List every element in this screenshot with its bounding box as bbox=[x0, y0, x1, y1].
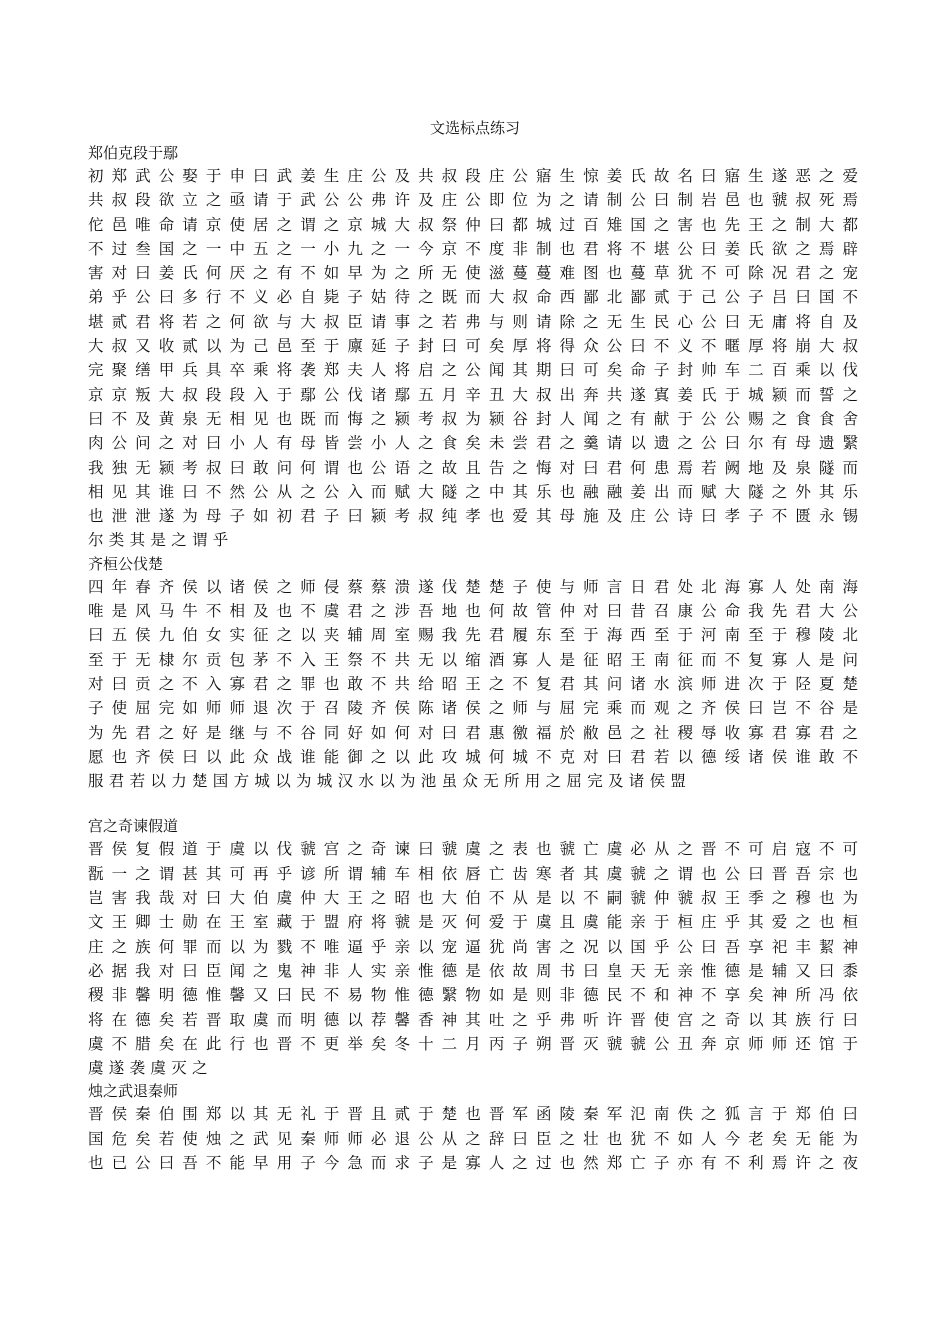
text-line: 也已公曰吾不能早用子今急而求子是寡人之过也然郑亡子亦有不利焉许之夜 bbox=[88, 1153, 858, 1172]
text-line: 对曰贡之不入寡君之罪也敢不共给昭王之不复君其问诸水滨师进次于陉夏楚 bbox=[88, 674, 858, 693]
section-heading: 郑伯克段于鄢 bbox=[88, 144, 179, 162]
text-line: 愿也齐侯曰以此众战谁能御之以此攻城何城不克对曰君若以德绥诸侯谁敢不 bbox=[88, 747, 858, 766]
text-line: 国危矣若使烛之武见秦师师必退公从之辞曰臣之壮也犹不如人今老矣无能为 bbox=[88, 1129, 858, 1148]
text-line: 将在德矣若晋取虞而明德以荐馨香神其吐之乎弗听许晋使宫之奇以其族行曰 bbox=[88, 1010, 858, 1029]
text-line: 唯是风马牛不相及也不虞君之涉吾地也何故管仲对曰昔召康公命我先君大公 bbox=[88, 602, 858, 621]
text-line: 翫一之谓甚其可再乎谚所谓辅车相依唇亡齿寒者其虞虢之谓也公曰晋吾宗也 bbox=[88, 864, 858, 883]
text-line: 稷非馨明德惟馨又曰民不易物惟德繄物如是则非德民不和神不享矣神所冯依 bbox=[88, 986, 858, 1005]
text-line: 服君若以力楚国方城以为城汉水以为池虽众无所用之屈完及诸侯盟 bbox=[88, 772, 692, 791]
text-line: 大叔又收贰以为己邑至于廪延子封曰可矣厚将得众公曰不义不暱厚将崩大叔 bbox=[88, 337, 858, 356]
text-line: 曰五侯九伯女实征之以夹辅周室赐我先君履东至于海西至于河南至于穆陵北 bbox=[88, 626, 858, 645]
section-heading: 烛之武退秦师 bbox=[88, 1082, 179, 1101]
text-line: 四年春齐侯以诸侯之师侵蔡蔡溃遂伐楚楚子使与师言日君处北海寡人处南海 bbox=[88, 577, 858, 596]
text-line: 共叔段欲立之亟请于武公公弗许及庄公即位为之请制公曰制岩邑也虢叔死焉 bbox=[88, 191, 858, 210]
text-line: 害对曰姜氏何厌之有不如早为之所无使滋蔓蔓难图也蔓草犹不可除况君之宠 bbox=[88, 264, 858, 283]
text-line: 堪贰君将若之何欲与大叔臣请事之若弗与则请除之无生民心公曰无庸将自及 bbox=[88, 312, 858, 331]
text-line: 尔类其是之谓乎 bbox=[88, 531, 234, 550]
text-line: 虞不腊矣在此行也晋不更举矣冬十二月丙子朔晋灭虢虢公丑奔京师师还馆于 bbox=[88, 1034, 858, 1053]
text-line: 也泄泄遂为母子如初君子曰颍考叔纯孝也爱其母施及庄公诗曰孝子不匮永锡 bbox=[88, 507, 858, 526]
text-line: 肉公问之对曰小人有母皆尝小人之食矣未尝君之羹请以遗之公曰尔有母遗繄 bbox=[88, 434, 858, 453]
document-body bbox=[88, 142, 858, 1175]
text-line: 子使屈完如师师退次于召陵齐侯陈诸侯之师与屈完乘而观之齐侯曰岂不谷是 bbox=[88, 699, 858, 718]
text-line: 我独无颍考叔曰敢问何谓也公语之故且告之悔对曰君何患焉若阙地及泉隧而 bbox=[88, 458, 858, 477]
text-line: 文王卿士勋在王室藏于盟府将虢是灭何爱于虞且虞能亲于桓庄乎其爱之也桓 bbox=[88, 913, 858, 932]
text-line: 佗邑唯命请京使居之谓之京城大叔祭仲曰都城过百雉国之害也先王之制大都 bbox=[88, 215, 858, 234]
section-heading: 齐桓公伐楚 bbox=[88, 554, 164, 573]
text-line: 曰不及黄泉无相见也既而悔之颍考叔为颍谷封人闻之有献于公公赐之食食舍 bbox=[88, 409, 858, 428]
text-line: 相见其谁曰不然公从之公入而赋大隧之中其乐也融融姜出而赋大隧之外其乐 bbox=[88, 482, 858, 501]
section-heading: 宫之奇谏假道 bbox=[88, 817, 179, 836]
document-title: 文选标点练习 bbox=[429, 119, 520, 137]
text-line: 必据我对曰臣闻之鬼神非人实亲惟德是依故周书曰皇天无亲惟德是辅又曰黍 bbox=[88, 961, 858, 980]
text-line: 完聚缮甲兵具卒乘将袭郑夫人将启之公闻其期曰可矣命子封帅车二百乘以伐 bbox=[88, 361, 858, 380]
text-line: 不过叁国之一中五之一小九之一今京不度非制也君将不堪公曰姜氏欲之焉辟 bbox=[88, 239, 858, 258]
text-line: 晋侯复假道于虞以伐虢宫之奇谏曰虢虞之表也虢亡虞必从之晋不可启寇不可 bbox=[88, 840, 858, 859]
text-line: 为先君之好是继与不谷同好如何对曰君惠徼福於敝邑之社稷辱收寡君寡君之 bbox=[88, 723, 858, 742]
text-line: 晋侯秦伯围郑以其无礼于晋且贰于楚也晋军函陵秦军氾南佚之狐言于郑伯曰 bbox=[88, 1105, 858, 1124]
text-line: 岂害我哉对曰大伯虞仲大王之昭也大伯不从是以不嗣虢仲虢叔王季之穆也为 bbox=[88, 889, 858, 908]
blank-line bbox=[88, 793, 858, 815]
text-line: 弟乎公曰多行不义必自毙子姑待之既而大叔命西鄙北鄙贰于己公子吕曰国不 bbox=[88, 288, 858, 307]
text-line: 至于无棣尔贡包茅不入王祭不共无以缩酒寡人是征昭王南征而不复寡人是问 bbox=[88, 650, 858, 669]
text-line: 初郑武公娶于申曰武姜生庄公及共叔段庄公寤生惊姜氏故名曰寤生遂恶之爱 bbox=[88, 167, 858, 185]
text-line: 庄之族何罪而以为戮不唯逼乎亲以宠逼犹尚害之况以国乎公曰吾享祀丰絜神 bbox=[88, 937, 858, 956]
text-line: 虞遂袭虞灭之 bbox=[88, 1059, 213, 1078]
text-line: 京京叛大叔段段入于鄢公伐诸鄢五月辛丑大叔出奔共遂寘姜氏于城颍而誓之 bbox=[88, 385, 858, 404]
